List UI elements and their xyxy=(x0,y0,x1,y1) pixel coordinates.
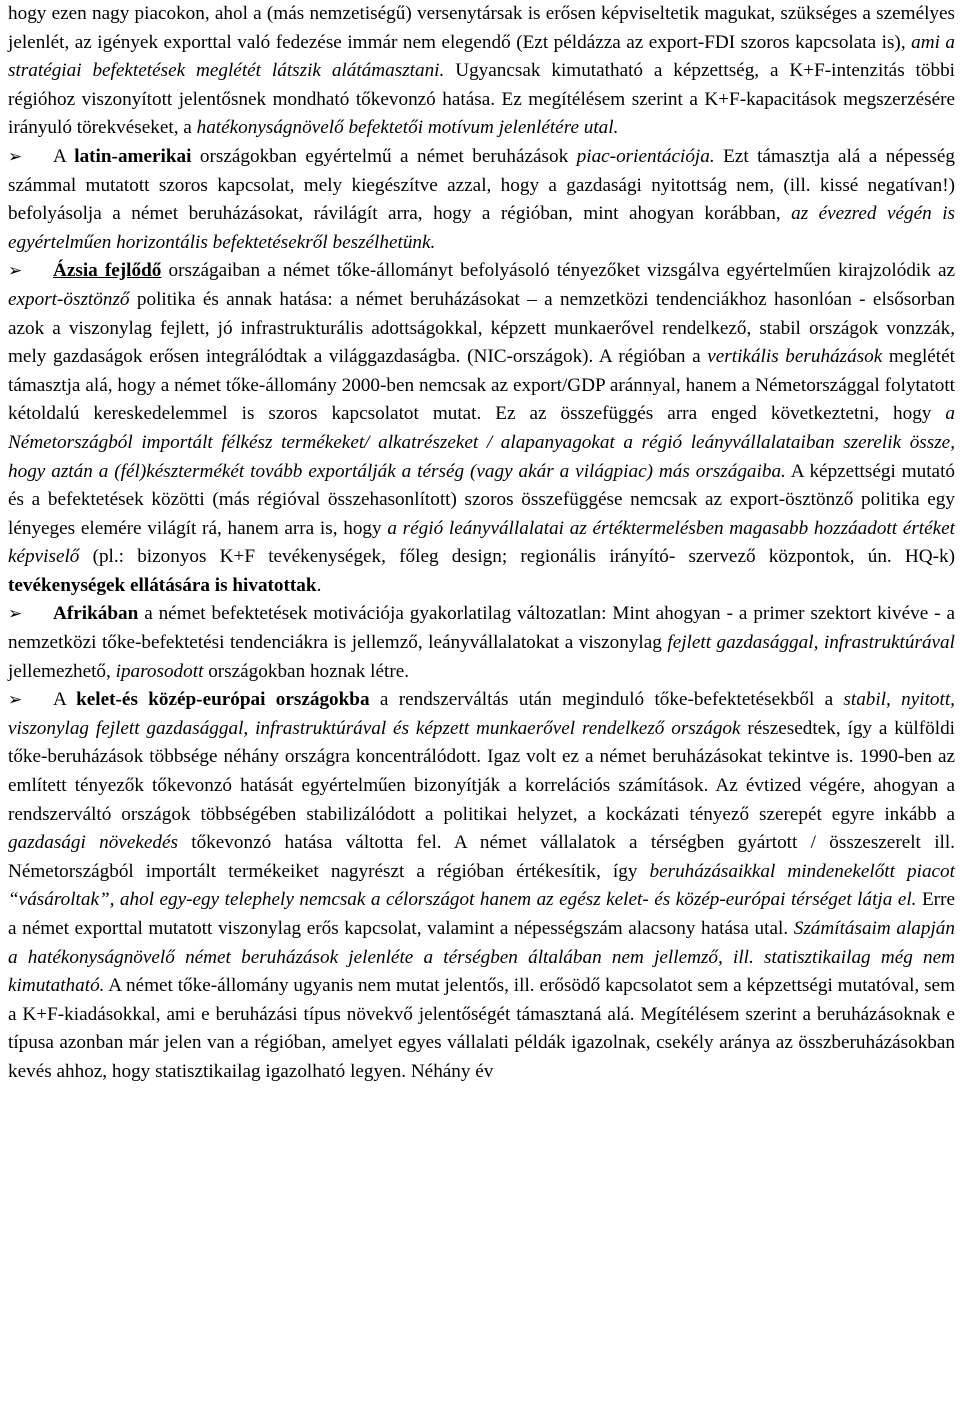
text-run: országokban egyértelmű a német beruházások xyxy=(191,145,577,167)
text-run: Ázsia fejlődő xyxy=(53,260,162,282)
text-run: fejlett gazdasággal, infrastruktúrával xyxy=(667,632,955,654)
bullet-paragraph xyxy=(8,257,955,600)
text-run: tőkevonzó hatása váltotta fel. A német vállalatok a térségben gyártott / összeszerelt ill. Németországból importált termékeiket nagyrészt a régióban értékesítik, így xyxy=(8,832,955,882)
bullet-arrow-icon: ➢ xyxy=(8,146,23,167)
text-run: Ugyancsak kimutatható a képzettség, a K+F-intenzitás többi régióhoz viszonyított jelentősnek mondható tőkevonzó hatása. Ez megítélésem szerint a K+F-kapacitások megszerzésére irányuló törekvéseket, a xyxy=(8,60,955,139)
text-run: A xyxy=(53,689,77,711)
text-run: kelet-és közép-európai országokba xyxy=(76,689,370,711)
text-run: iparosodott xyxy=(115,660,204,682)
text-run: Afrikában xyxy=(53,603,139,625)
text-run: Ezt támasztja alá a népesség számmal mutatott szoros kapcsolat, mely kiegészítve azzal, hogy a gazdasági nyitottság nem, (ill. kissé negatívan!) befolyásolja a német beruházásokat, rávilágít arra, hogy a régióban, mint ahogyan korábban, xyxy=(8,145,955,225)
text-run: ami a stratégiai befektetések meglétét látszik alátámasztani. xyxy=(8,31,956,82)
text-run: stabil, nyitott, viszonylag fejlett gazdasággal, infrastruktúrával és képzett munkaerővel rendelkező országok xyxy=(8,689,955,739)
text-run: A német tőke-állomány ugyanis nem mutat jelentős, ill. erősödő kapcsolatot sem a képzettségi mutatóval, sem a K+F-kiadásokkal, ami e beruházási típus növekvő jelentőségét támasztaná alá. Megítélésem szerint a beruházásoknak e típusa azonban már jelen van a régióban, amelyet egyes vállalati példák igazolnak, csekély aránya az összberuházásokban kevés ahhoz, hogy statisztikailag igazolható legyen. Néhány év xyxy=(8,975,955,1082)
paragraph xyxy=(8,0,955,143)
text-run: Számításaim alapján a hatékonyságnövelő német beruházások jelenléte a térségben általában nem jellemző, ill. statisztikailag még nem kimutatható. xyxy=(8,918,955,997)
text-run: A xyxy=(53,145,75,167)
text-run: a régió leányvállalatai az értéktermelésben magasabb hozzáadott értéket képviselő xyxy=(8,517,955,568)
text-run: A képzettségi mutató és a befektetések közötti (más régióval összehasonlított) szoros összefüggése nemcsak az export-ösztönző politika egy lényeges elemére világít rá, hanem arra is, hogy xyxy=(8,460,955,539)
text-run: jellemezhető, xyxy=(8,660,116,682)
text-run: hogy ezen nagy piacokon, ahol a (más nemzetiségű) versenytársak is erősen képviseltetik magukat, szükséges a személyes jelenlét, az igények exporttal való fedezése immár nem elegendő (Ezt példázza az export-FDI szoros kapcsolata is), xyxy=(8,3,955,53)
bullet-paragraph xyxy=(8,143,955,257)
text-run: a német befektetések motivációja gyakorlatilag változatlan: Mint ahogyan - a primer szektort kivéve - a nemzetközi tőke-befektetési tendenciákra is jellemző, leányvállalatokat a viszonylag xyxy=(8,603,955,654)
text-run: politika és annak hatása: a német beruházásokat – a nemzetközi tendenciákhoz hasonlóan - elsősorban azok a viszonylag fejlett, jó infrastrukturális adottságokkal, képzett munkaerővel rendelkező, stabil országok vonzzák, mely gazdaságok erősen integrálódtak a világgazdaságba. (NIC-országok). A régióban a xyxy=(8,288,955,368)
text-run: országaiban a német tőke-állományt befolyásoló tényezőket vizsgálva egyértelműen kirajzolódik az xyxy=(161,260,955,282)
bullet-paragraph xyxy=(8,600,955,686)
text-run: export-ösztönző xyxy=(8,288,130,310)
text-run: gazdasági növekedés xyxy=(8,832,178,854)
bullet-arrow-icon: ➢ xyxy=(8,690,23,711)
text-run: a Németországból importált félkész termékeket/ alkatrészeket / alapanyagokat a régió leányvállalataiban szerelik össze, hogy aztán a (fél)késztermékét tovább exportálják a térség (vagy akár a világpiac) más országaiba. xyxy=(8,403,955,482)
text-run: az évezred végén is egyértelműen horizontális befektetésekről beszélhetünk. xyxy=(8,203,956,253)
text-run: Erre a német exporttal mutatott viszonylag erős kapcsolat, valamint a népességszám alacsony hatása utal. xyxy=(8,889,955,939)
text-run: piac-orientációja. xyxy=(576,145,715,167)
text-run: . xyxy=(316,574,322,596)
text-run: vertikális beruházások xyxy=(707,346,883,368)
text-run: részesedtek, így a külföldi tőke-beruházások többsége néhány országra koncentrálódott. Igaz volt ez a német beruházásokat tekintve is. 1990-ben az említett tényezők tőkevonzó hatását egyértelműen bizonyítják a korrelációs számítások. Az évtized végére, ahogyan a rendszerváltó országok többségében stabilizálódott a politikai helyzet, a kockázati tényező szerepét egyre inkább a xyxy=(8,717,955,825)
text-run: meglétét támasztja alá, hogy a német tőke-állomány 2000-ben nemcsak az export/GDP aránnyal, hanem a Németországgal folytatott kétoldalú kereskedelemmel is szoros kapcsolatot mutat. Ez az összefüggés arra enged következtetni, hogy xyxy=(8,346,955,425)
text-run: tevékenységek ellátására is hivatottak xyxy=(8,574,317,596)
text-run: a rendszerváltás után meginduló tőke-befektetésekből a xyxy=(369,689,844,711)
bullet-paragraph xyxy=(8,686,955,1086)
text-run: beruházásaikkal mindenekelőtt piacot “vásároltak”, ahol egy-egy telephely nemcsak a célországot hanem az egész kelet- és közép-európai térséget látja el. xyxy=(8,860,955,911)
text-run: latin-amerikai xyxy=(74,145,192,167)
bullet-arrow-icon: ➢ xyxy=(8,604,23,625)
text-run: országokban hoznak létre. xyxy=(203,660,410,682)
text-run: (pl.: bizonyos K+F tevékenységek, főleg design; regionális irányító- szervező központok, ún. HQ-k) xyxy=(79,546,955,568)
text-run: hatékonyságnövelő befektetői motívum jelenlétére utal. xyxy=(196,117,619,139)
bullet-arrow-icon: ➢ xyxy=(8,261,23,282)
